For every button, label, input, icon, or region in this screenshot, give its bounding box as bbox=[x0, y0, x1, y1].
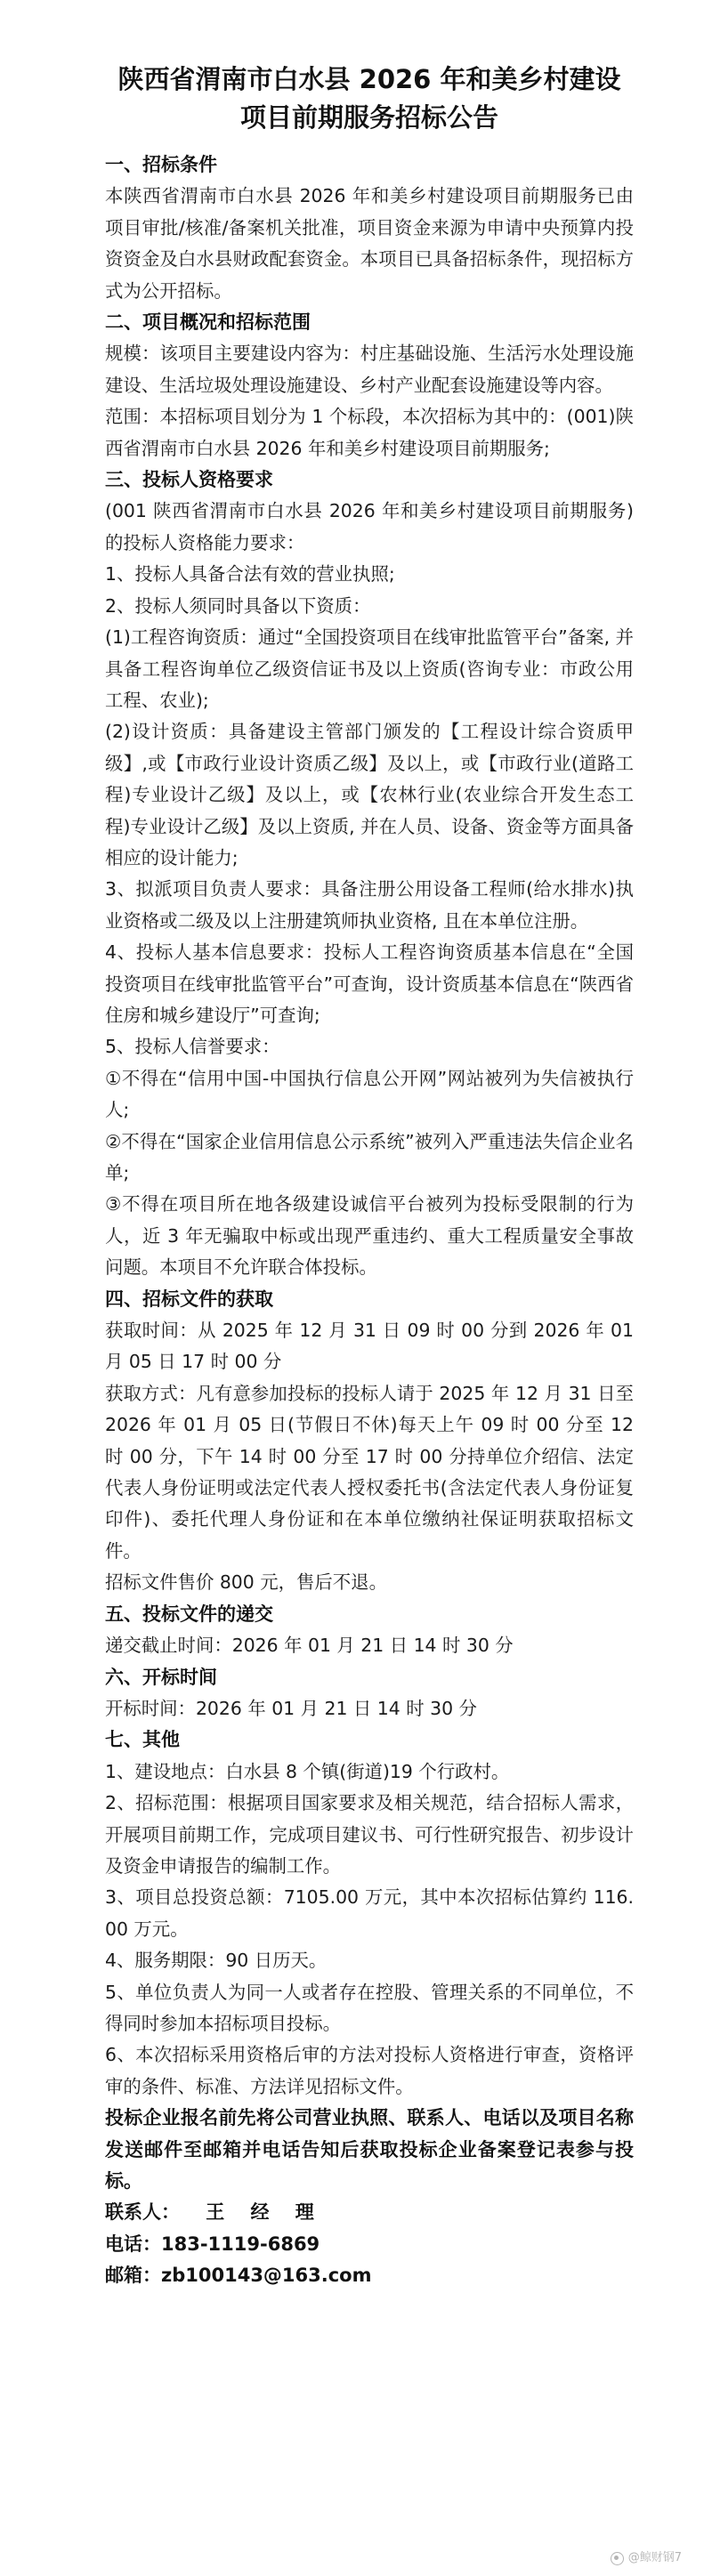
paragraph: 4、服务期限：90 日历天。 bbox=[105, 1950, 328, 1972]
paragraph: 本陕西省渭南市白水县 2026 年和美乡村建设项目前期服务已由项目审批/核准/备案机关批准，项目资金来源为申请中央预算内投资资金及白水县财政配套资金。本项目已具备招标条件，现招标方式为公开招标。 bbox=[105, 185, 634, 302]
section-heading: 三、投标人资格要求 bbox=[105, 469, 273, 491]
watermark bbox=[611, 2549, 682, 2567]
section-heading: 二、项目概况和招标范围 bbox=[105, 311, 311, 334]
watermark-text: @鲸财钢7 bbox=[627, 2551, 682, 2564]
paragraph: 3、项目总投资总额：7105.00 万元，其中本次招标估算约 116.00 万元。 bbox=[105, 1886, 634, 1940]
paragraph: (2)设计资质：具备建设主管部门颁发的【工程设计综合资质甲级】,或【市政行业设计资质乙级】及以上，或【市政行业(道路工程)专业设计乙级】及以上，或【农林行业(农业综合开发生态工程)专业设计乙级】及以上资质, 并在人员、设备、资金等方面具备相应的设计能力; bbox=[105, 721, 634, 868]
paragraph: 获取时间：从 2025 年 12 月 31 日 09 时 00 分到 2026 年 01 月 05 日 17 时 00 分 bbox=[105, 1320, 634, 1373]
paragraph: 递交截止时间：2026 年 01 月 21 日 14 时 30 分 bbox=[105, 1635, 514, 1657]
circle-logo-icon bbox=[611, 2552, 624, 2565]
paragraph: 获取方式：凡有意参加投标的投标人请于 2025 年 12 月 31 日至 2026 年 01 月 05 日(节假日不休)每天上午 09 时 00 分至 12 时 00 分，下午 14 时 00 分至 17 时 00 分持单位介绍信、法定代表人身份证明或法定代表人授权委托书(含法定代表人身份证复印件)、委托代理人身份证和在本单位缴纳社保证明获取招标文件。 bbox=[105, 1382, 634, 1562]
contact-person: 联系人： 王 经 理 bbox=[105, 2201, 314, 2224]
contact-phone: 电话：183-1119-6869 bbox=[105, 2233, 320, 2255]
paragraph: 开标时间：2026 年 01 月 21 日 14 时 30 分 bbox=[105, 1697, 477, 1719]
section-heading: 七、其他 bbox=[105, 1729, 180, 1751]
paragraph: (001 陕西省渭南市白水县 2026 年和美乡村建设项目前期服务)的投标人资格能力要求： bbox=[105, 500, 634, 553]
section-bidding-conditions bbox=[105, 149, 634, 307]
paragraph: 5、投标人信誉要求： bbox=[105, 1036, 280, 1058]
paragraph: 3、拟派项目负责人要求：具备注册公用设备工程师(给水排水)执业资格或二级及以上注册建筑师执业资格, 且在本单位注册。 bbox=[105, 878, 634, 932]
section-other bbox=[105, 1724, 634, 2103]
title-line-1: 陕西省渭南市白水县 2026 年和美乡村建设 bbox=[117, 64, 621, 94]
paragraph: 2、投标人须同时具备以下资质： bbox=[105, 594, 371, 617]
section-document-acquisition bbox=[105, 1284, 634, 1599]
registration-notice: 投标企业报名前先将公司营业执照、联系人、电话以及项目名称发送邮件至邮箱并电话告知后获取投标企业备案登记表参与投标。 bbox=[105, 2107, 634, 2192]
section-bid-submission bbox=[105, 1599, 634, 1662]
contact-email: 邮箱：zb100143@163.com bbox=[105, 2265, 372, 2287]
paragraph: 招标文件售价 800 元，售后不退。 bbox=[105, 1571, 387, 1594]
paragraph: 规模：该项目主要建设内容为：村庄基础设施、生活污水处理设施建设、生活垃圾处理设施建设、乡村产业配套设施建设等内容。 bbox=[105, 343, 634, 396]
paragraph: 2、招标范围：根据项目国家要求及相关规范，结合招标人需求，开展项目前期工作，完成项目建议书、可行性研究报告、初步设计及资金申请报告的编制工作。 bbox=[105, 1792, 634, 1877]
page-title bbox=[105, 61, 634, 137]
section-heading: 六、开标时间 bbox=[105, 1666, 217, 1688]
paragraph: 1、建设地点：白水县 8 个镇(街道)19 个行政村。 bbox=[105, 1760, 510, 1782]
section-heading: 一、招标条件 bbox=[105, 154, 217, 175]
section-project-overview bbox=[105, 307, 634, 464]
section-heading: 四、招标文件的获取 bbox=[105, 1288, 273, 1310]
title-line-2: 项目前期服务招标公告 bbox=[239, 102, 498, 133]
paragraph: 4、投标人基本信息要求：投标人工程咨询资质基本信息在“全国投资项目在线审批监管平台”可查询，设计资质基本信息在“陕西省住房和城乡建设厅”可查询; bbox=[105, 941, 634, 1026]
section-heading: 五、投标文件的递交 bbox=[105, 1603, 273, 1625]
paragraph: 5、单位负责人为同一人或者存在控股、管理关系的不同单位，不得同时参加本招标项目投标。 bbox=[105, 1981, 634, 2034]
paragraph: (1)工程咨询资质：通过“全国投资项目在线审批监管平台”备案, 并具备工程咨询单位乙级资信证书及以上资质(咨询专业：市政公用工程、农业); bbox=[105, 626, 634, 711]
contact-block bbox=[105, 2197, 634, 2291]
section-bidder-qualifications bbox=[105, 464, 634, 1284]
paragraph: 范围：本招标项目划分为 1 个标段，本次招标为其中的：(001)陕西省渭南市白水县 2026 年和美乡村建设项目前期服务; bbox=[105, 406, 634, 459]
paragraph: ①不得在“信用中国-中国执行信息公开网”网站被列为失信被执行人; bbox=[105, 1067, 634, 1121]
paragraph: 6、本次招标采用资格后审的方法对投标人资格进行审查，资格评审的条件、标准、方法详见招标文件。 bbox=[105, 2044, 634, 2097]
paragraph: ②不得在“国家企业信用信息公示系统”被列入严重违法失信企业名单; bbox=[105, 1130, 634, 1183]
paragraph: ③不得在项目所在地各级建设诚信平台被列为投标受限制的行为人，近 3 年无骗取中标或出现严重违约、重大工程质量安全事故问题。本项目不允许联合体投标。 bbox=[105, 1193, 634, 1279]
paragraph: 1、投标人具备合法有效的营业执照; bbox=[105, 563, 395, 585]
section-bid-opening bbox=[105, 1662, 634, 1725]
